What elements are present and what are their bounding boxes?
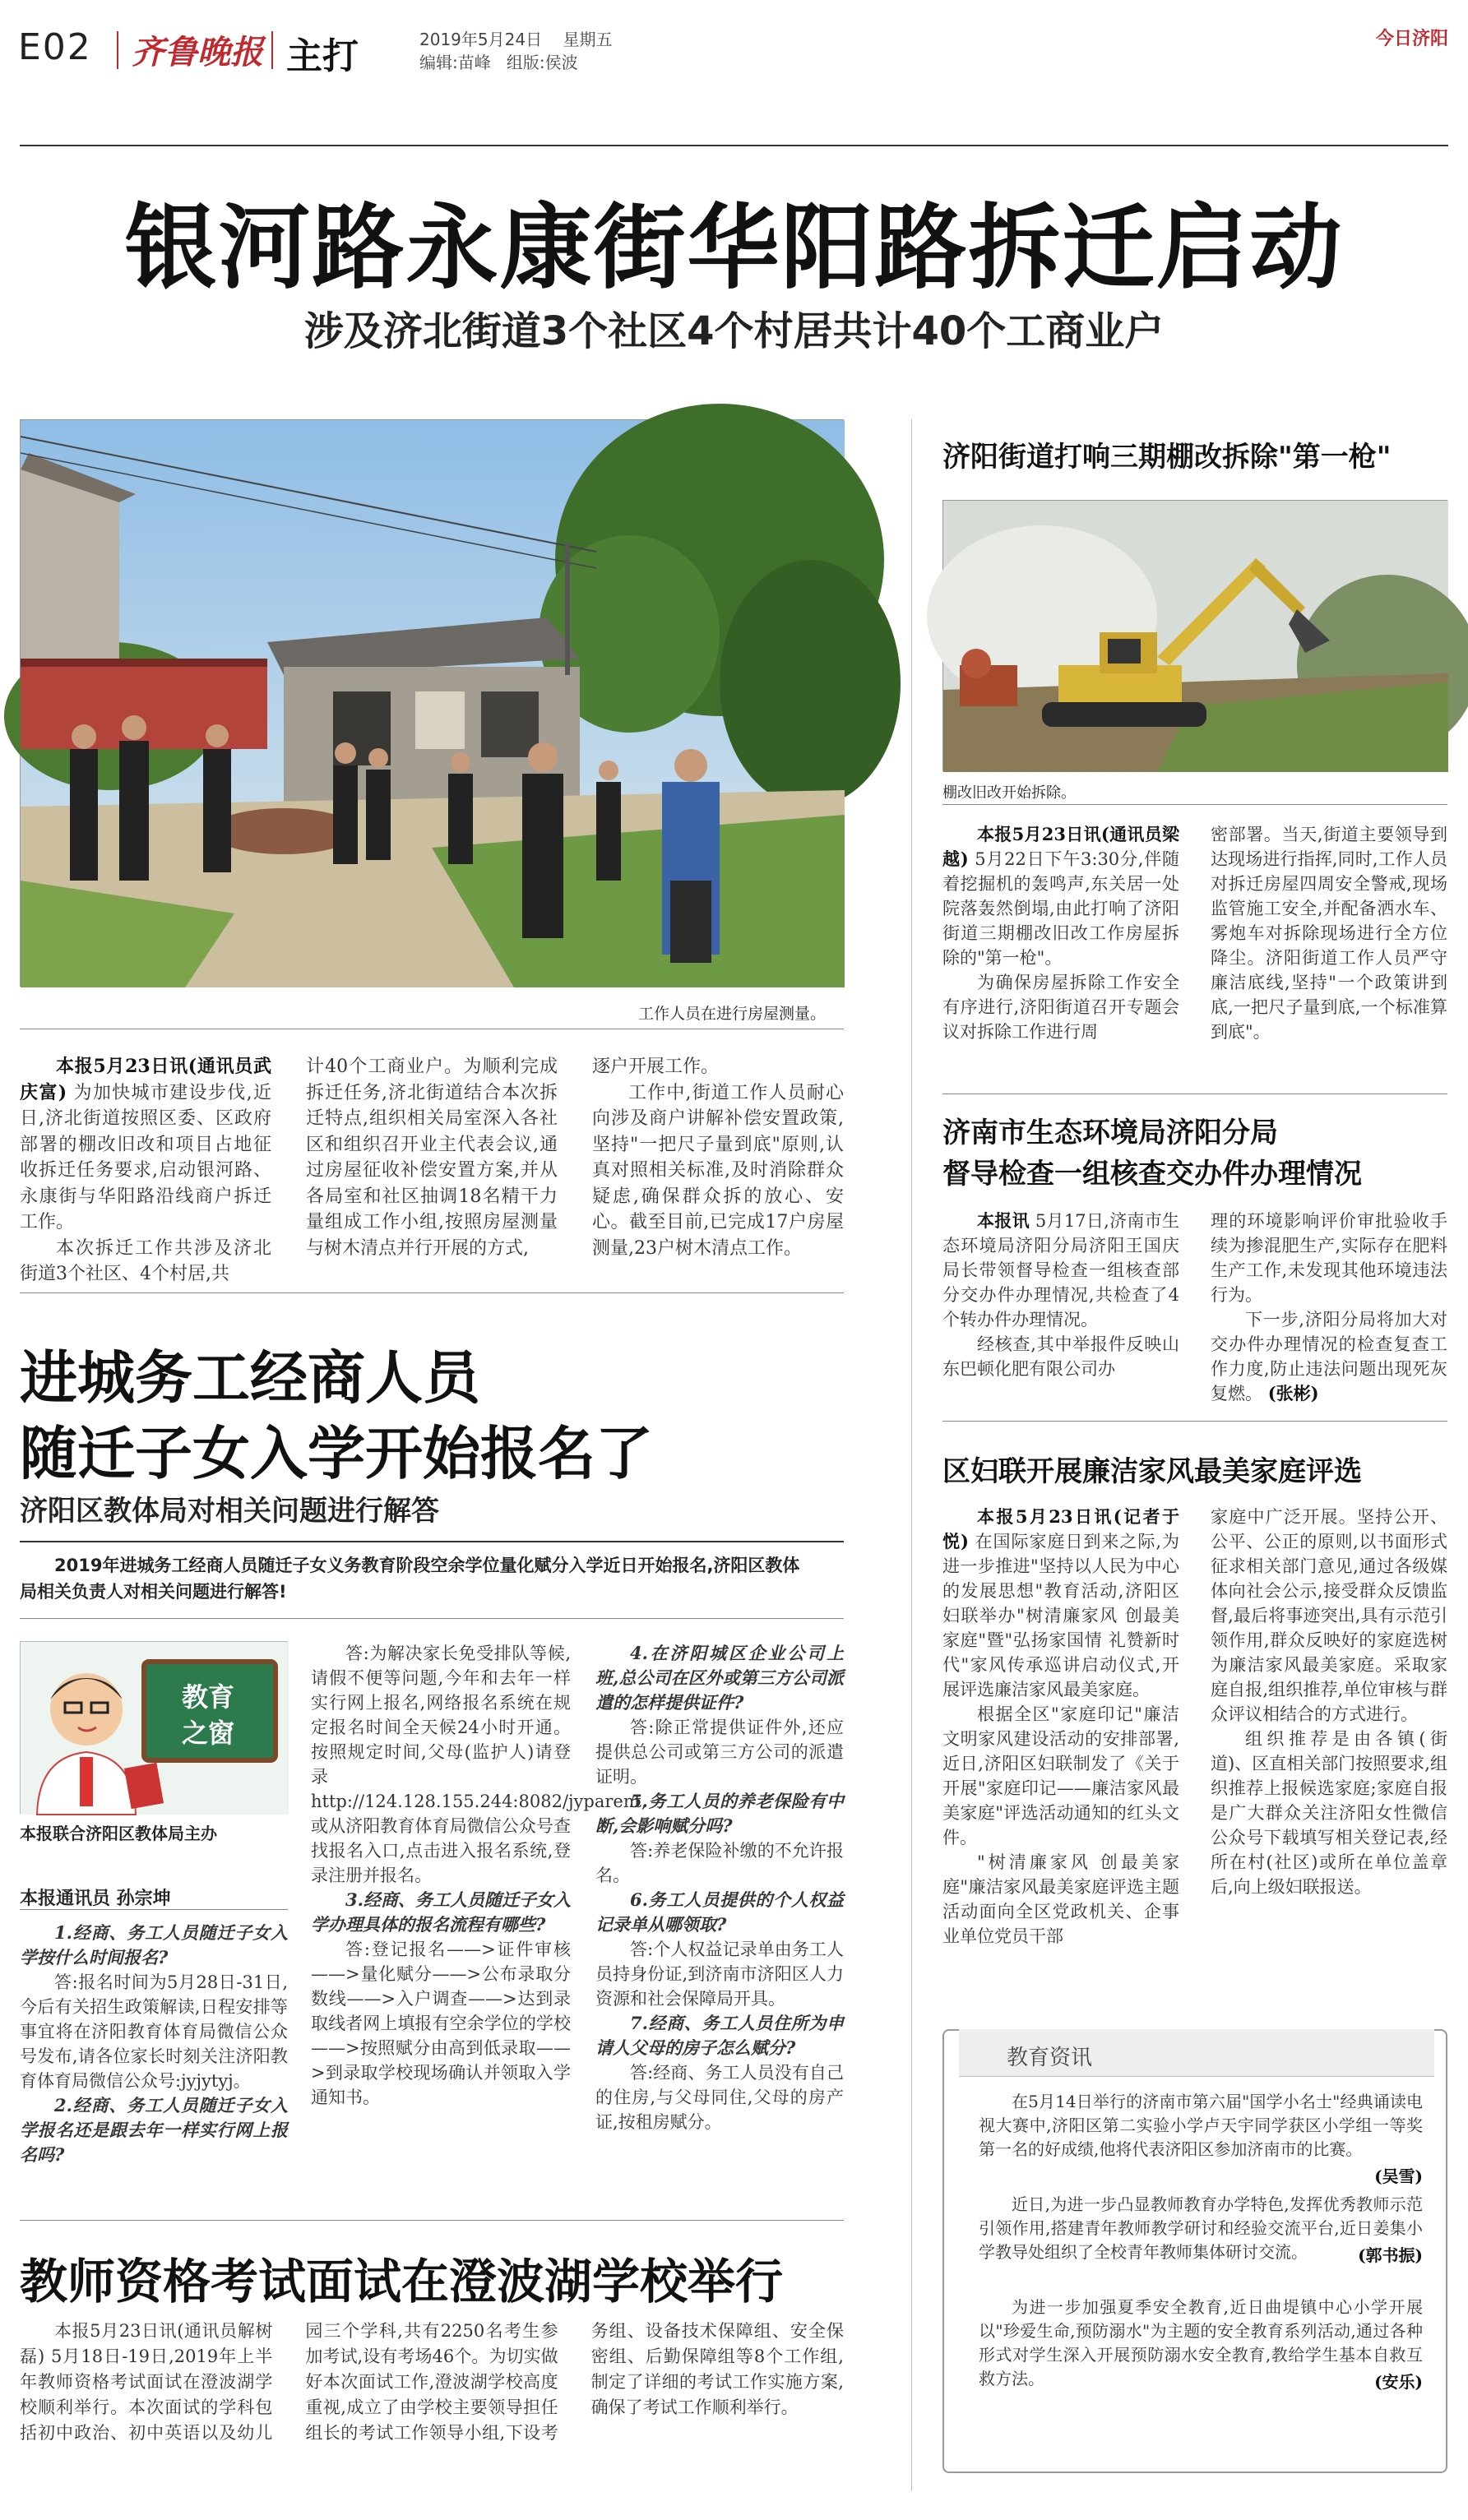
excavator-scene: [943, 501, 1448, 772]
right2-para: 下一步,济阳分局将加大对交办件办理情况的检查复查工作力度,防止违法问题出现死灰复燃。 (张彬): [1211, 1310, 1447, 1403]
main-article-para: 工作中,街道工作人员耐心向涉及商户讲解补偿安置政策,坚持"一把尺子量到底"原则,认真对照相关标准,及时消除群众疑虑,确保群众拆的放心、安心。截至目前,已完成17户房屋测量,23户树木清点工作。: [592, 1082, 844, 1259]
main-photo-caption: 工作人员在进行房屋测量。: [638, 1005, 827, 1023]
right3-para: 组织推荐是由各镇(街道)、区直相关部门按照要求,组织推荐上报候选家庭;家庭自报是广大群众关注济阳女性微信公众号下载填写相关登记表,经所在村(社区)或所在单位盖章后,向上级妇联报送。: [1211, 1729, 1447, 1897]
teacher-illustration: [21, 1642, 289, 1815]
right1-col-1: [942, 822, 1179, 1085]
question: 5.务工人员的养老保险有中断,会影响赋分吗?: [595, 1791, 844, 1836]
section-rule: [20, 2220, 844, 2221]
column-separator: [911, 419, 912, 2491]
answer: 答:养老保险补缴的不允许报名。: [595, 1841, 844, 1885]
excavator-photo-caption: 棚改旧改开始拆除。: [942, 784, 1076, 802]
main-article-col-3: 逐户开展工作。 工作中,街道工作人员耐心向涉及商户讲解补偿安置政策,坚持"一把尺子量到底"原则,认真对照相关标准,及时消除群众疑虑,确保群众拆的放心、安心。截至目前,已完成17户房屋测量,23户树木清点工作。: [592, 1054, 844, 1268]
logo-text-line-1: 教育: [182, 1681, 235, 1713]
right2-col-1: [942, 1209, 1179, 1414]
section-rule: [942, 1421, 1447, 1422]
right2-col-2: 理的环境影响评价审批验收手续为掺混肥生产,实际存在肥料生产工作,未发现其他环境违法行为。 下一步,济阳分局将加大对交办件办理情况的检查复查工作力度,防止违法问题出现死灰复燃。 (张彬): [1211, 1209, 1447, 1414]
staff-credits: [419, 49, 578, 73]
news-text: 为进一步加强夏季安全教育,近日曲堤镇中心小学开展以"珍爱生命,预防溺水"为主题的安全教育系列活动,通过各种形式对学生深入开展预防溺水安全教育,教给学生基本自救互救方法。: [979, 2297, 1423, 2388]
section-name: 主打: [286, 35, 359, 77]
news-item: [979, 2193, 1423, 2264]
right3-para: "树清廉家风 创最美家庭"廉洁家风最美家庭评选主题活动面向全区党政机关、企事业单位党员干部: [942, 1852, 1179, 1946]
school-title-rule: [20, 1541, 844, 1542]
divider: [271, 31, 273, 69]
right1-lead: 本报5月23日讯(通讯员梁越): [942, 824, 1179, 869]
right3-headline: 区妇联开展廉洁家风最美家庭评选: [942, 1455, 1362, 1488]
weekday: 星期五: [563, 30, 613, 49]
right3-para: 本报5月23日讯(记者于悦) 在国际家庭日到来之际,为进一步推进"坚持以人民为中心的发展思想"教育活动,济阳区妇联举办"树清廉家风 创最美家庭"暨"弘扬家国情 礼赞新时代"家风传承巡讲启动仪式,开展评选廉洁家风最美家庭。: [942, 1506, 1179, 1699]
date: 2019年5月24日: [419, 30, 543, 49]
byline-rule: [20, 1909, 288, 1910]
right1-para: 为确保房屋拆除工作安全有序进行,济阳街道召开专题会议对拆除工作进行周: [942, 973, 1179, 1042]
question: 2.经商、务工人员随迁子女入学报名还是跟去年一样实行网上报名吗?: [20, 2095, 288, 2165]
right2-para: 经核查,其中举报件反映山东巴顿化肥有限公司办: [942, 1334, 1179, 1379]
masthead: [0, 0, 1468, 90]
edition-name: 今日济阳: [1375, 29, 1448, 49]
news-text: 在5月14日举行的济南市第六届"国学小名士"经典诵读电视大赛中,济阳区第二实验小学卢天宇同学获区小学组一等奖第一名的好成绩,他将代表济阳区参加济南市的比赛。: [979, 2092, 1423, 2159]
excavator-photo: [942, 500, 1447, 771]
main-article-lead: 本报5月23日讯(通讯员武庆富): [20, 1056, 271, 1103]
right3-col-1: [942, 1505, 1179, 1965]
survey-scene: [21, 420, 845, 987]
qa-col-3: [595, 1641, 844, 2208]
answer: 答:报名时间为5月28日-31日,今后有关招生政策解读,日程安排等事宜将在济阳教育体育局微信公众号发布,请各位家长时刻关注济阳教育体育局微信公众号:jyjytyj。: [20, 1972, 288, 2091]
qa-col-2: [311, 1641, 647, 2208]
issue-date: [419, 26, 613, 50]
main-subhead: 涉及济北街道3个社区4个村居共计40个工商业户: [303, 308, 1165, 354]
school-intro: 2019年进城务工经商人员随迁子女义务教育阶段空余学位量化赋分入学近日开始报名,济阳区教体局相关负责人对相关问题进行解答!: [20, 1556, 800, 1602]
right1-col-2: 密部署。当天,街道主要领导到达现场进行指挥,同时,工作人员对拆迁房屋四周安全警戒,现场监管施工安全,并配备洒水车、雾炮车对拆除现场进行全方位降尘。济阳街道工作人员严守廉洁底线,坚持"一个政策讲到底,一把尺子量到底,一个标准算到底"。: [1211, 825, 1447, 1042]
main-article-col-1: [20, 1054, 271, 1284]
exam-article-text: 本报5月23日讯(通讯员解树磊) 5月18日-19日,2019年上半年教师资格考试面试在澄波湖学校顺利举行。本次面试的学科包括初中政治、初中英语以及幼儿园三个学科,共有2250名考生参加考试,设有考场46个。为切实做好本次面试工作,澄波湖学校高度重视,成立了由学校主要领导担任组长的考试工作领导小组,下设考务组、设备技术保障组、安全保密组、后勤保障组等8个工作组,制定了详细的考试工作实施方案,确保了考试工作顺利举行。: [20, 2321, 844, 2443]
question: 1.经商、务工人员随迁子女入学按什么时间报名?: [20, 1922, 288, 1967]
main-article-col-2: 计40个工商业户。为顺利完成拆迁任务,济北街道结合本次拆迁特点,组织相关局室深入各社区和组织召开业主代表会议,通过房屋征收补偿安置方案,并从各局室和社区抽调18名精干力量组成工作小组,按照房屋测量与树木清点并行开展的方式,: [306, 1057, 558, 1259]
answer: 答:为解决家长免受排队等候,请假不便等问题,今年和去年一样实行网上报名,网络报名系统在规定报名时间全天候24小时开通。按照规定时间,父母(监护人)请登录http://124.128.155.244:8082/jyparent,或从济阳教育体育局微信公众号查找报名入口,点击进入报名系统,登录注册并报名。: [311, 1644, 647, 1885]
right1-headline: 济阳街道打响三期棚改拆除"第一枪": [942, 441, 1392, 474]
right2-headline-line-2: 督导检查一组核查交办件办理情况: [942, 1158, 1362, 1191]
answer: 答:除正常提供证件外,还应提供总公司或第三方公司的派遣证明。: [595, 1718, 844, 1787]
right1-para: 本报5月23日讯(通讯员梁越) 5月22日下午3:30分,伴随着挖掘机的轰鸣声,东关居一处院落轰然倒塌,由此打响了济阳街道三期棚改旧改工作房屋拆除的"第一枪"。: [942, 824, 1180, 968]
right2-headline-line-1: 济南市生态环境局济阳分局: [942, 1117, 1278, 1149]
demolition-survey-photo: [20, 419, 844, 987]
answer: 答:经商、务工人员没有自己的住房,与父母同住,父母的房产证,按租房赋分。: [595, 2063, 844, 2132]
logo-caption: 本报联合济阳区教体局主办: [20, 1824, 217, 1843]
education-news-title: 教育资讯: [1007, 2046, 1093, 2070]
school-headline-line-1: 进城务工经商人员: [20, 1344, 480, 1412]
news-item: [979, 2296, 1423, 2391]
education-news-box: [942, 2029, 1447, 2473]
right2-para: 本报讯 5月17日,济南市生态环境局济阳分局济阳王国庆局长带领督导检查一组核查部分交办件办理情况,共检查了4个转办件办理情况。: [942, 1210, 1179, 1329]
education-news-items: [979, 2090, 1423, 2394]
news-signature: (安乐): [1374, 2372, 1423, 2392]
page-number: E02: [18, 26, 92, 68]
school-byline: 本报通讯员 孙宗坤: [20, 1889, 171, 1909]
paper-logo: 齐鲁晚报: [132, 33, 263, 72]
caption-rule: [942, 804, 1447, 805]
news-signature: (郭书振): [1358, 2245, 1423, 2265]
school-intro-rule: [20, 1618, 844, 1619]
qa-col-1: [20, 1921, 288, 2208]
right3-lead: 本报5月23日讯(记者于悦): [942, 1506, 1179, 1551]
question: 7.经商、务工人员住所为申请人父母的房子怎么赋分?: [595, 2013, 844, 2058]
answer: 答:个人权益记录单由务工人员持身份证,到济南市济阳区人力资源和社会保障局开具。: [595, 1940, 844, 2009]
exam-article: [20, 2319, 844, 2508]
main-article-para: 本报5月23日讯(通讯员武庆富) 为加快城市建设步伐,近日,济北街道按照区委、区政府部署的棚改旧改和项目占地征收拆迁任务要求,启动银河路、永康街与华阳路沿线商户拆迁工作。: [20, 1056, 271, 1232]
divider: [117, 31, 118, 69]
school-headline-line-2: 随迁子女入学开始报名了: [20, 1420, 653, 1487]
news-item: [979, 2090, 1423, 2186]
masthead-rule: [20, 145, 1448, 146]
right3-col-2: 家庭中广泛开展。坚持公开、公平、公正的原则,以书面形式征求相关部门意见,通过各级媒体向社会公示,接受群众反馈监督,最后将事迹突出,具有示范引领作用,群众反映好的家庭选树为廉洁家风最美家庭。采取家庭自报,组织推荐,单位审核与群众评议相结合的方式进行。 组织推荐是由各镇(街道)、区直相关部门按照要求,组织推荐上报候选家庭;家庭自报是广大群众关注济阳女性微信公众号下载填写相关登记表,经所在村(社区)或所在单位盖章后,向上级妇联报送。: [1211, 1505, 1447, 1965]
education-window-logo: [20, 1641, 288, 1814]
question: 4.在济阳城区企业公司上班,总公司在区外或第三方公司派遣的怎样提供证件?: [595, 1643, 844, 1713]
news-signature: (吴雪): [1374, 2166, 1423, 2186]
main-headline: 银河路永康街华阳路拆迁启动: [124, 195, 1344, 302]
section-rule: [20, 1292, 844, 1293]
right2-lead: 本报讯: [977, 1210, 1030, 1231]
school-subtitle: 济阳区教体局对相关问题进行解答: [20, 1495, 439, 1528]
exam-headline: 教师资格考试面试在澄波湖学校举行: [20, 2254, 784, 2310]
logo-text-line-2: 之窗: [182, 1718, 235, 1749]
right2-signature: (张彬): [1267, 1383, 1319, 1403]
main-article-para: 本次拆迁工作共涉及济北街道3个社区、4个村居,共: [20, 1237, 271, 1284]
editor: 编辑:苗峰: [419, 53, 491, 72]
question: 3.经商、务工人员随迁子女入学办理具体的报名流程有哪些?: [311, 1889, 571, 1935]
layout-editor: 组版:侯波: [506, 53, 578, 72]
question: 6.务工人员提供的个人权益记录单从哪领取?: [595, 1889, 844, 1935]
answer: 答:登记报名——>证件审核——>量化赋分——>公布录取分数线——>入户调查——>达到录取线者网上填报有空余学位的学校——>按照赋分由高到低录取——>到录取学校现场确认并领取入学通知书。: [311, 1940, 571, 2107]
news-text: 近日,为进一步凸显教师教育办学特色,发挥优秀教师示范引领作用,搭建青年教师教学研讨和经验交流平台,近日姜集小学教导处组织了全校青年教师集体研讨交流。: [979, 2194, 1423, 2262]
right3-para: 根据全区"家庭印记"廉洁文明家风建设活动的安排部署,近日,济阳区妇联制发了《关于开展"家庭印记——廉洁家风最美家庭"评选活动通知的红头文件。: [942, 1704, 1179, 1847]
